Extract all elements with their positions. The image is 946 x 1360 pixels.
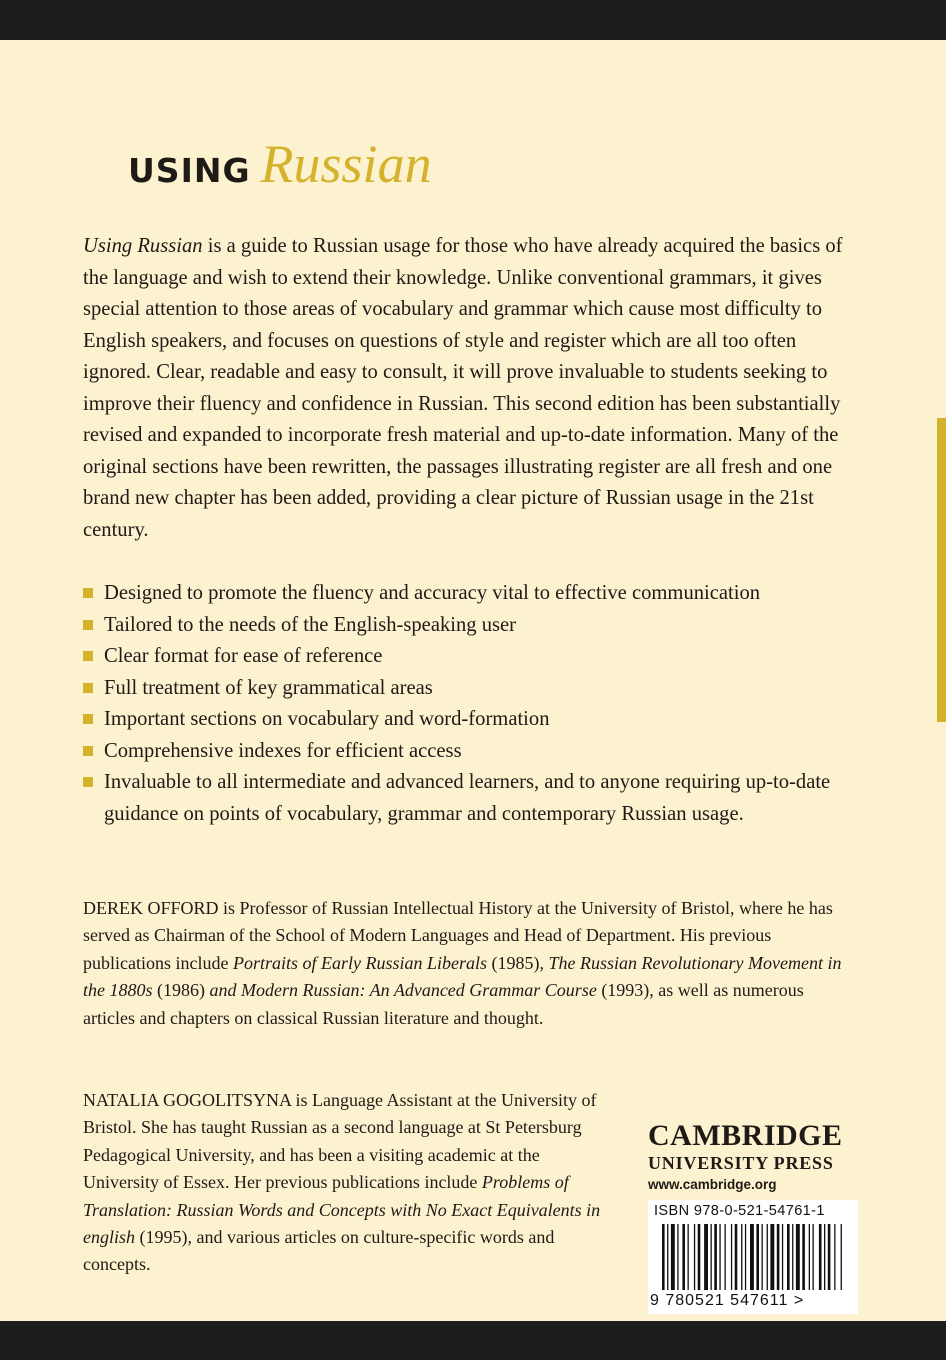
bio-publication-title: Problems of Translation: Russian Words and Concepts with No Exact Equivalents in english: [83, 1172, 601, 1248]
description-body: is a guide to Russian usage for those who have already acquired the basics of the language and wish to extend their knowledge. Unlike conventional grammars, it gives special attention to those areas of vocabulary and grammar which cause most difficulty to English speakers, and focuses on questions of style and register which are all too often ignored. Clear, readable and easy to consult, it will prove invaluable to students seeking to improve their fluency and confidence in Russian. This second edition has been substantially revised and expanded to incorporate fresh material and up-to-date information. Many of the original sections have been rewritten, the passages illustrating register are all fresh and one brand new chapter has been added, providing a clear picture of Russian usage in the 21st century.: [83, 235, 843, 541]
bullet-square-icon: [83, 777, 93, 787]
bio-text: (1995), and various articles on culture-specific words and concepts.: [83, 1227, 555, 1275]
feature-text: Comprehensive indexes for efficient access: [104, 739, 462, 762]
title-russian: Russian: [260, 134, 432, 194]
bullet-square-icon: [83, 651, 93, 661]
isbn-barcode: [648, 1200, 858, 1314]
feature-item: [83, 767, 863, 830]
bio-text: NATALIA GOGOLITSYNA is Language Assistant at the University of Bristol. She has taught Russian as a second language at St Petersburg Pedagogical University, and has been a visiting academic at the University of Essex. Her previous publications include: [83, 1090, 597, 1193]
publisher-url: www.cambridge.org: [648, 1177, 777, 1192]
feature-item: [83, 673, 863, 705]
bio-publication-title: and Modern Russian: An Advanced Grammar Course: [209, 980, 597, 1001]
spine-accent-bar: [937, 418, 946, 722]
bottom-dark-band: [0, 1321, 946, 1360]
feature-list: [83, 578, 863, 830]
isbn-label: ISBN 978-0-521-54761-1: [654, 1203, 825, 1219]
author-bio-offord: [83, 895, 843, 1032]
title-using: USING: [128, 151, 251, 190]
bio-publication-title: Portraits of Early Russian Liberals: [232, 952, 487, 973]
book-title: [128, 133, 432, 203]
feature-item: [83, 704, 863, 736]
feature-item: [83, 610, 863, 642]
feature-text: Invaluable to all intermediate and advanced learners, and to anyone requiring up-to-date guidance on points of vocabulary, grammar and contemporary Russian usage.: [104, 771, 831, 825]
publisher-subtitle: UNIVERSITY PRESS: [648, 1153, 834, 1173]
feature-text: Full treatment of key grammatical areas: [104, 676, 433, 699]
barcode-icon: [648, 1224, 858, 1292]
bullet-square-icon: [83, 714, 93, 724]
feature-text: Tailored to the needs of the English-speaking user: [104, 613, 517, 636]
publisher-name: CAMBRIDGE: [648, 1119, 843, 1152]
bullet-square-icon: [83, 746, 93, 756]
feature-item: [83, 736, 863, 768]
feature-text: Clear format for ease of reference: [104, 645, 383, 667]
bio-text: (1985),: [487, 952, 549, 973]
feature-item: [83, 578, 863, 610]
description-book-title: Using Russian: [83, 235, 203, 257]
feature-item: [83, 641, 863, 673]
top-dark-band: [0, 0, 946, 40]
bio-publication-title: The Russian Revolutionary Movement in the 1880s: [83, 952, 842, 1001]
author-bio-gogolitsyna: [83, 1087, 608, 1279]
bio-text: (1993), as well as numerous articles and chapters on classical Russian literature and thought.: [83, 980, 804, 1028]
bio-text: (1986): [152, 980, 210, 1001]
ean-number: 9 780521 547611 >: [650, 1292, 805, 1309]
bullet-square-icon: [83, 683, 93, 693]
book-description: [83, 231, 863, 546]
bullet-square-icon: [83, 588, 93, 598]
feature-text: Designed to promote the fluency and accuracy vital to effective communication: [104, 582, 761, 604]
bullet-square-icon: [83, 620, 93, 630]
bio-text: DEREK OFFORD is Professor of Russian Intellectual History at the University of Bristol, where he has served as Chairman of the School of Modern Languages and Head of Department. His previous publications include: [83, 898, 833, 973]
feature-text: Important sections on vocabulary and word-formation: [104, 708, 550, 730]
publisher-logo: [648, 1120, 878, 1195]
